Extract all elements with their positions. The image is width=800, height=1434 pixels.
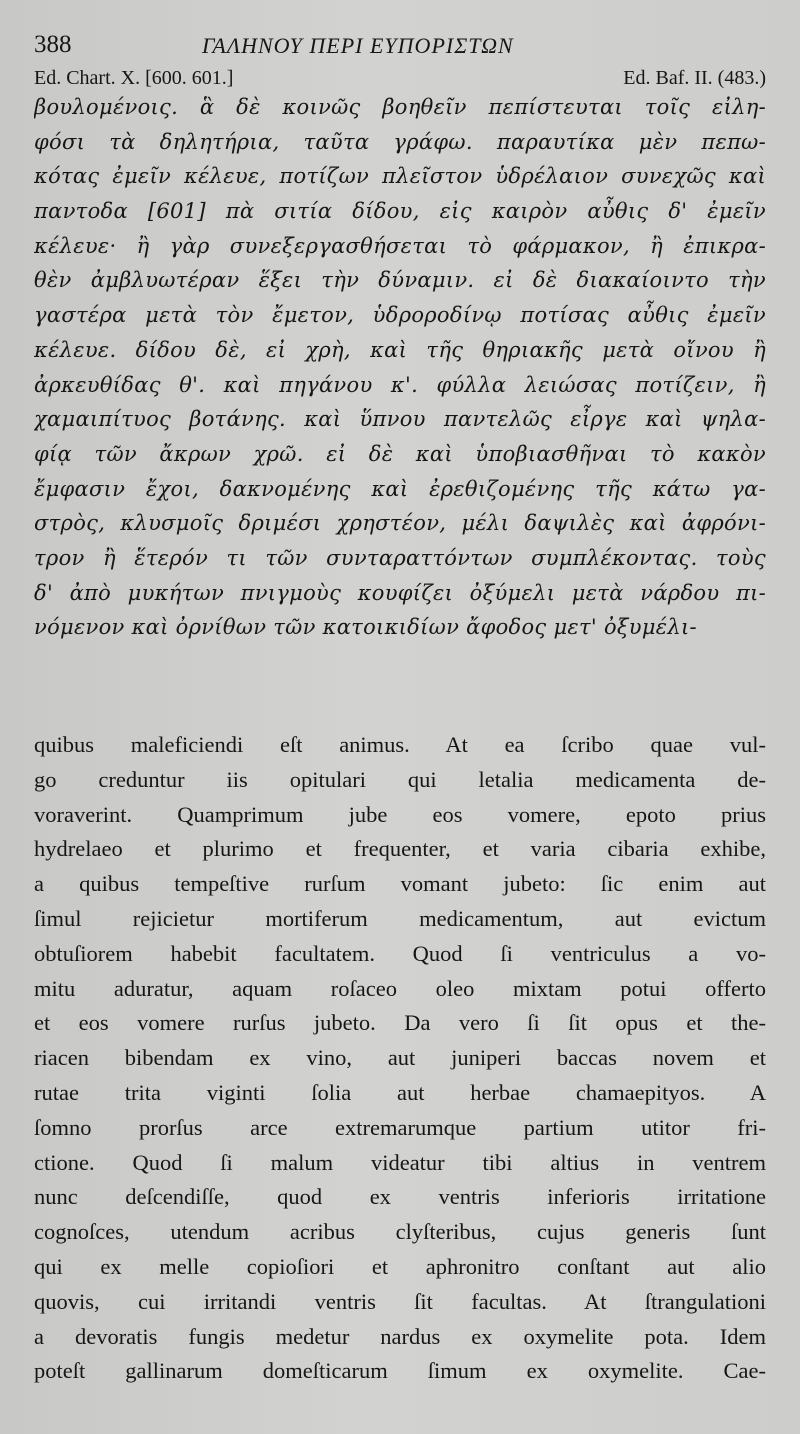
latin-line: rutae trita viginti ſolia aut herbae chamaepityos. A bbox=[34, 1079, 766, 1105]
edition-reference-chartier: Ed. Chart. X. [600. 601.] bbox=[34, 67, 234, 89]
greek-line: γαστέρα μετὰ τὸν ἔμετον, ὑδροροδίνῳ ποτίσας αὖθις ἐμεῖν bbox=[34, 303, 766, 328]
greek-line: βουλομένοις. ἃ δὲ κοινῶς βοηθεῖν πεπίστευται τοῖς εἰλη- bbox=[34, 95, 766, 119]
running-title: ΓΑΛΗΝΟΥ ΠΕΡΙ ΕΥΠΟΡΙΣΤΩΝ bbox=[202, 33, 514, 58]
latin-line: hydrelaeo et plurimo et frequenter, et varia cibaria exhibe, bbox=[34, 836, 766, 862]
greek-line: δ' ἀπὸ μυκήτων πνιγμοὺς κουφίζει ὀξύμελι μετὰ νάρδου πι- bbox=[34, 580, 766, 605]
latin-line: a quibus tempeſtive rurſum vomant jubeto: ſic enim aut bbox=[34, 871, 766, 897]
latin-line: voraverint. Quamprimum jube eos vomere, epoto prius bbox=[34, 801, 766, 827]
latin-line: obtuſiorem habebit facultatem. Quod ſi ventriculus a vo- bbox=[34, 940, 766, 966]
page-number: 388 bbox=[34, 31, 72, 58]
edition-reference-basel: Ed. Baf. II. (483.) bbox=[623, 67, 766, 89]
latin-line: qui ex melle copioſiori et aphronitro conſtant aut alio bbox=[34, 1253, 766, 1279]
latin-line: ſimul rejicietur mortiferum medicamentum, aut evictum bbox=[34, 905, 766, 931]
greek-line: τρον ἢ ἕτερόν τι τῶν συνταραττόντων συμπλέκοντας. τοὺς bbox=[34, 545, 766, 570]
latin-line: a devoratis fungis medetur nardus ex oxymelite pota. Idem bbox=[34, 1323, 766, 1349]
latin-text-block bbox=[34, 728, 766, 1389]
greek-line: παντοδα [601] πὰ σιτία δίδου, εἰς καιρὸν αὖθις δ' ἐμεῖν bbox=[34, 199, 766, 224]
greek-line: χαμαιπίτυος βοτάνης. καὶ ὕπνου παντελῶς εἶργε καὶ ψηλα- bbox=[34, 407, 766, 432]
latin-line: et eos vomere rurſus jubeto. Da vero ſi ſit opus et the- bbox=[34, 1010, 766, 1036]
latin-line: quovis, cui irritandi ventris ſit facultas. At ſtrangulationi bbox=[34, 1288, 766, 1314]
latin-line: nunc deſcendiſſe, quod ex ventris inferioris irritatione bbox=[34, 1184, 766, 1210]
greek-text-block bbox=[34, 90, 766, 645]
greek-line: ἔμφασιν ἔχοι, δακνομένης καὶ ἐρεθιζομένης τῆς κάτω γα- bbox=[34, 476, 766, 501]
greek-line: στρὸς, κλυσμοῖς δριμέσι χρηστέον, μέλι δαψιλὲς καὶ ἀφρόνι- bbox=[34, 511, 766, 536]
greek-line: θὲν ἀμβλυωτέραν ἕξει τὴν δύναμιν. εἰ δὲ διακαίοιντο τὴν bbox=[34, 268, 766, 293]
latin-line: cognoſces, utendum acribus clyſteribus, cujus generis ſunt bbox=[34, 1219, 766, 1245]
edition-references bbox=[34, 64, 766, 92]
greek-line: νόμενον καὶ ὀρνίθων τῶν κατοικιδίων ἄφοδος μετ' ὀξυμέλι- bbox=[34, 615, 697, 640]
latin-line: ſomno prorſus arce extremarumque partium utitor fri- bbox=[34, 1114, 766, 1140]
latin-line: poteſt gallinarum domeſticarum ſimum ex oxymelite. Cae- bbox=[34, 1358, 766, 1384]
latin-line: ctione. Quod ſi malum videatur tibi altius in ventrem bbox=[34, 1149, 766, 1175]
greek-line: κέλευε. δίδου δὲ, εἰ χρὴ, καὶ τῆς θηριακῆς μετὰ οἴνου ἢ bbox=[34, 337, 766, 362]
greek-line: κότας ἐμεῖν κέλευε, ποτίζων πλεῖστον ὑδρέλαιον συνεχῶς καὶ bbox=[34, 164, 766, 189]
greek-line: ἀρκευθίδας θ'. καὶ πηγάνου κ'. φύλλα λειώσας ποτίζειν, ἢ bbox=[34, 372, 766, 397]
page-header bbox=[34, 30, 766, 64]
latin-line: mitu aduratur, aquam roſaceo oleo mixtam potui offerto bbox=[34, 975, 766, 1001]
greek-line: κέλευε· ἢ γὰρ συνεξεργασθήσεται τὸ φάρμακον, ἢ ἐπικρα- bbox=[34, 233, 766, 258]
greek-line: φόσι τὰ δηλητήρια, ταῦτα γράφω. παραυτίκα μὲν πεπω- bbox=[34, 129, 766, 154]
latin-line: quibus maleficiendi eſt animus. At ea ſcribo quae vul- bbox=[34, 732, 766, 757]
greek-line: φίᾳ τῶν ἄκρων χρῶ. εἰ δὲ καὶ ὑποβιασθῆναι τὸ κακὸν bbox=[34, 441, 766, 466]
latin-line: riacen bibendam ex vino, aut juniperi baccas novem et bbox=[34, 1045, 766, 1071]
latin-line: go creduntur iis opitulari qui letalia medicamenta de- bbox=[34, 766, 766, 792]
